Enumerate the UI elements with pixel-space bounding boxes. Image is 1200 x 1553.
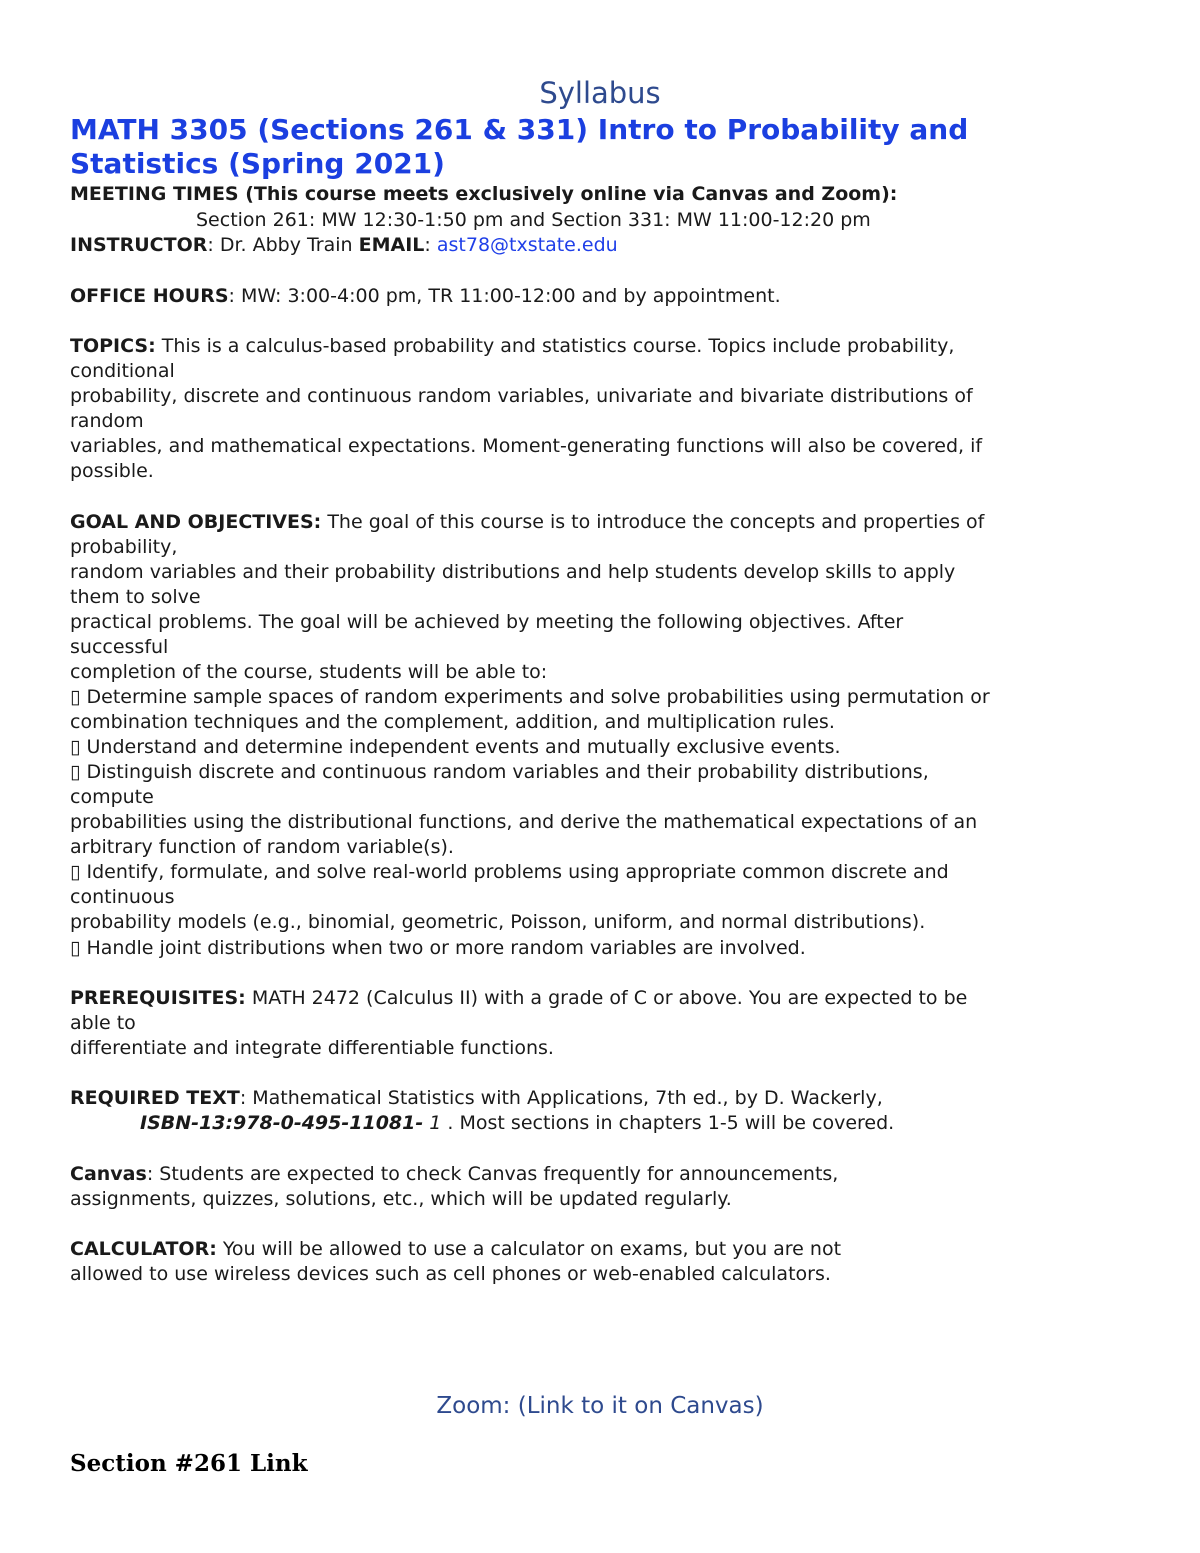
topics-line-2: conditional [70, 360, 175, 382]
email-link[interactable]: ast78@txstate.edu [436, 234, 618, 256]
zoom-heading: Zoom: (Link to it on Canvas) [436, 1393, 764, 1419]
calculator-line-1 [70, 1237, 841, 1262]
calculator-label: CALCULATOR: [70, 1238, 217, 1260]
objective-item-4-cont-1: continuous [70, 886, 175, 908]
objective-item-4-cont-2: probability models (e.g., binomial, geometric, Poisson, uniform, and normal distributions). [70, 911, 926, 933]
document-title: Syllabus [539, 76, 661, 110]
goals-text: The goal of this course is to introduce the concepts and properties of [321, 511, 985, 533]
goals-line-5: practical problems. The goal will be achieved by meeting the following objectives. After [70, 611, 904, 633]
goals-line-1 [70, 510, 984, 535]
required-text-line-1 [70, 1086, 883, 1111]
objective-item-3-cont-3: arbitrary function of random variable(s). [70, 836, 454, 858]
prereq-text: MATH 2472 (Calculus II) with a grade of C or above. You are expected to be [245, 987, 968, 1009]
office-hours-label: OFFICE HOURS [70, 285, 229, 307]
prereq-line-1 [70, 986, 967, 1011]
required-text-coverage: . Most sections in chapters 1-5 will be covered. [441, 1112, 895, 1134]
topics-line-4: random [70, 410, 144, 432]
meeting-times-heading: MEETING TIMES (This course meets exclusively online via Canvas and Zoom): [70, 183, 898, 205]
objective-item-4: ▯ Identify, formulate, and solve real-world problems using appropriate common discrete and [70, 861, 949, 883]
email-label: EMAIL [358, 234, 425, 256]
objective-item-1-cont: combination techniques and the complement, addition, and multiplication rules. [70, 711, 835, 733]
objective-item-3: ▯ Distinguish discrete and continuous random variables and their probability distributions, [70, 761, 929, 783]
calculator-text: You will be allowed to use a calculator on exams, but you are not [216, 1238, 842, 1260]
office-hours-line [70, 284, 781, 309]
objective-item-3-cont-1: compute [70, 786, 154, 808]
topics-label: TOPICS: [70, 335, 156, 357]
goals-line-3: random variables and their probability distributions and help students develop skills to apply [70, 561, 956, 583]
isbn-digit: 1 [423, 1112, 442, 1134]
prereq-line-2: able to [70, 1012, 136, 1034]
instructor-label: INSTRUCTOR [70, 234, 208, 256]
topics-text: This is a calculus-based probability and statistics course. Topics include probability, [155, 335, 955, 357]
calculator-line-2: allowed to use wireless devices such as cell phones or web-enabled calculators. [70, 1263, 831, 1285]
section-261-link[interactable]: Section #261 Link [70, 1450, 308, 1477]
email-separator: : [424, 234, 437, 256]
prereq-line-3: differentiate and integrate differentiable functions. [70, 1037, 554, 1059]
required-text-label: REQUIRED TEXT [70, 1087, 240, 1109]
topics-line-1 [70, 334, 954, 359]
goals-line-6: successful [70, 636, 169, 658]
required-text-line-2 [140, 1111, 894, 1136]
prereq-label: PREREQUISITES: [70, 987, 246, 1009]
course-title: MATH 3305 (Sections 261 & 331) Intro to Probability and Statistics (Spring 2021) [70, 113, 969, 180]
goals-line-7: completion of the course, students will be able to: [70, 661, 548, 683]
canvas-label: Canvas [70, 1163, 147, 1185]
topics-line-3: probability, discrete and continuous random variables, univariate and bivariate distributions of [70, 385, 973, 407]
isbn: ISBN-13:978-0-495-11081- [140, 1112, 424, 1134]
canvas-line-2: assignments, quizzes, solutions, etc., which will be updated regularly. [70, 1188, 732, 1210]
required-text-book: : Mathematical Statistics with Applications, 7th ed., by D. Wackerly, [239, 1087, 883, 1109]
topics-line-5: variables, and mathematical expectations. Moment-generating functions will also be covered, if [70, 435, 983, 457]
meeting-times-detail: Section 261: MW 12:30-1:50 pm and Section 331: MW 11:00-12:20 pm [196, 209, 871, 231]
goals-label: GOAL AND OBJECTIVES: [70, 511, 322, 533]
instructor-line [70, 233, 618, 258]
instructor-name: : Dr. Abby Train [207, 234, 359, 256]
goals-line-2: probability, [70, 536, 178, 558]
objective-item-5: ▯ Handle joint distributions when two or more random variables are involved. [70, 937, 806, 959]
topics-line-6: possible. [70, 460, 154, 482]
objective-item-2: ▯ Understand and determine independent events and mutually exclusive events. [70, 736, 841, 758]
goals-line-4: them to solve [70, 586, 201, 608]
office-hours-text: : MW: 3:00-4:00 pm, TR 11:00-12:00 and by appointment. [228, 285, 781, 307]
canvas-text: : Students are expected to check Canvas frequently for announcements, [146, 1163, 839, 1185]
objective-item-3-cont-2: probabilities using the distributional functions, and derive the mathematical expectations of an [70, 811, 978, 833]
objective-item-1: ▯ Determine sample spaces of random experiments and solve probabilities using permutation or [70, 686, 990, 708]
canvas-line-1 [70, 1162, 838, 1187]
